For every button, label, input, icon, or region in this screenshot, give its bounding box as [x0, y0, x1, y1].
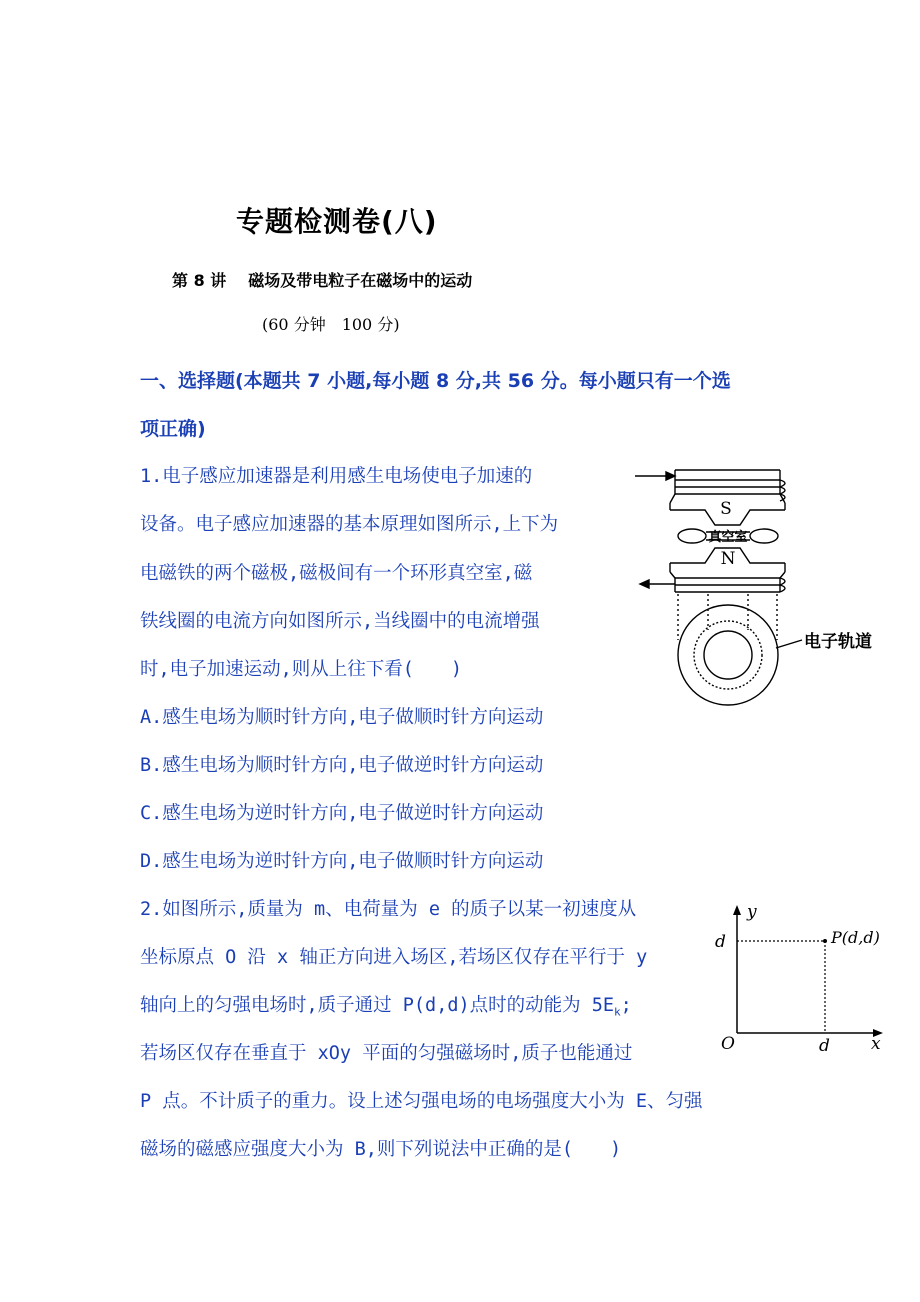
point-p — [823, 939, 827, 943]
page-title: 专题检测卷(八) — [236, 205, 438, 238]
q2-line3-end: ; — [620, 995, 632, 1016]
y-axis-arrow — [733, 905, 741, 915]
q1-line: 铁线圈的电流方向如图所示,当线圈中的电流增强 — [140, 611, 540, 632]
q2-line: 若场区仅存在垂直于 xOy 平面的匀强磁场时,质子也能通过 — [140, 1043, 633, 1064]
section-heading-line2: 项正确) — [140, 418, 206, 440]
d-x-label: d — [819, 1036, 830, 1056]
q1-option-a: A.感生电场为顺时针方向,电子做顺时针方向运动 — [140, 707, 544, 728]
south-pole-label: S — [720, 499, 732, 519]
d-y-label: d — [715, 932, 726, 952]
y-axis-label: y — [747, 902, 757, 922]
q1-line: 设备。电子感应加速器的基本原理如图所示,上下为 — [140, 514, 559, 535]
q1-option-c: C.感生电场为逆时针方向,电子做逆时针方向运动 — [140, 803, 544, 824]
lecture-heading — [172, 268, 472, 291]
coordinate-diagram — [705, 895, 895, 1065]
dashed-guide-lines — [737, 941, 825, 1033]
q2-line: 磁场的磁感应强度大小为 B,则下列说法中正确的是( ) — [140, 1139, 622, 1160]
q1-line: 电磁铁的两个磁极,磁极间有一个环形真空室,磁 — [140, 563, 533, 584]
vacuum-chamber-label: 真空室 — [708, 530, 748, 545]
time-score: (60 分钟 100 分) — [262, 315, 400, 334]
lecture-title: 磁场及带电粒子在磁场中的运动 — [248, 271, 473, 290]
q2-line3-text: 轴向上的匀强电场时,质子通过 P(d,d)点时的动能为 5E — [140, 995, 615, 1016]
q2-line: P 点。不计质子的重力。设上述匀强电场的电场强度大小为 E、匀强 — [140, 1091, 703, 1112]
q2-line: 2.如图所示,质量为 m、电荷量为 e 的质子以某一初速度从 — [140, 899, 637, 920]
north-pole-label: N — [720, 549, 736, 569]
q1-line: 时,电子加速运动,则从上往下看( ) — [140, 659, 463, 680]
x-axis-label: x — [871, 1034, 881, 1054]
q1-option-b: B.感生电场为顺时针方向,电子做逆时针方向运动 — [140, 755, 544, 776]
origin-label: O — [721, 1034, 735, 1054]
q1-option-d: D.感生电场为逆时针方向,电子做顺时针方向运动 — [140, 851, 544, 872]
point-p-label: P(d,d) — [831, 928, 880, 947]
q1-line: 1.电子感应加速器是利用感生电场使电子加速的 — [140, 466, 533, 487]
q2-line3-subscript: k — [614, 1005, 621, 1019]
accelerator-diagram — [630, 460, 890, 730]
q2-line: 坐标原点 O 沿 x 轴正方向进入场区,若场区仅存在平行于 y — [140, 947, 648, 968]
electron-orbit-label: 电子轨道 — [804, 632, 872, 652]
q2-line — [140, 991, 632, 1019]
section-heading-line1: 一、选择题(本题共 7 小题,每小题 8 分,共 56 分。每小题只有一个选 — [140, 370, 731, 392]
lecture-number: 第 8 讲 — [172, 271, 227, 290]
